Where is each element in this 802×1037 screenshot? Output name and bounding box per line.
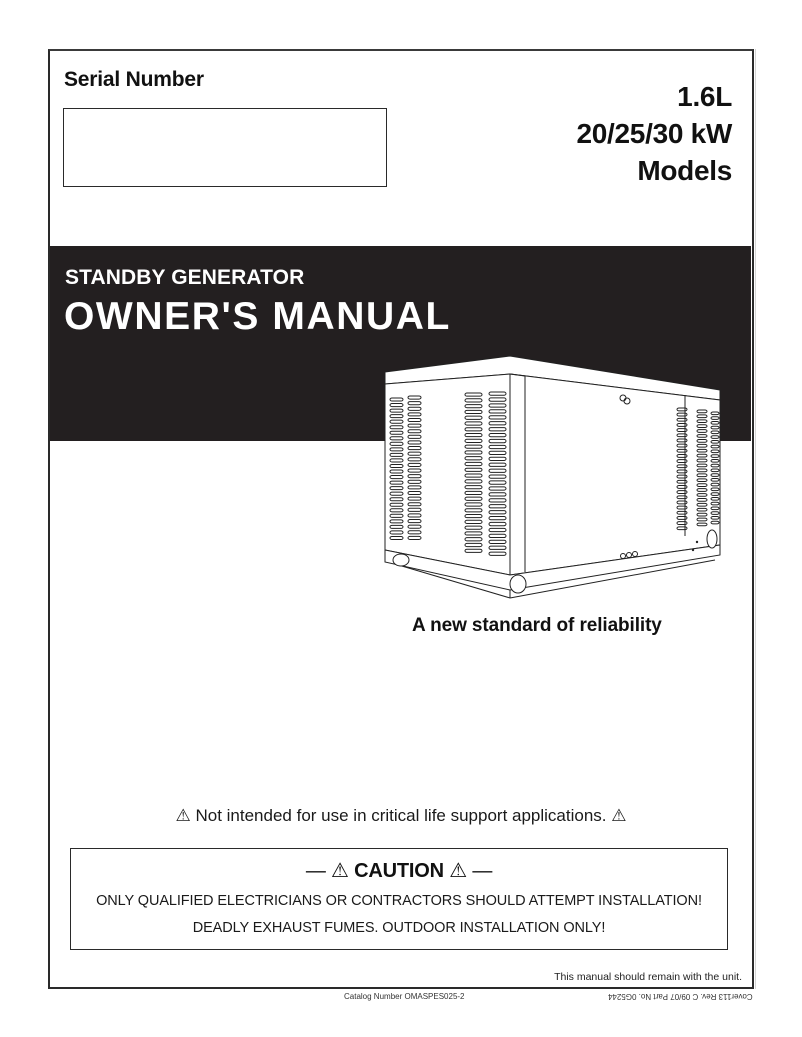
catalog-number: Catalog Number OMASPES025-2 <box>344 992 465 1001</box>
life-support-notice <box>0 806 802 826</box>
warning-triangle-icon: ⚠ <box>331 860 349 882</box>
warning-triangle-icon: ⚠ <box>449 860 467 882</box>
page-edge-shadow <box>755 49 756 989</box>
document-title: OWNER'S MANUAL <box>64 295 451 338</box>
caution-line-exhaust: DEADLY EXHAUST FUMES. OUTDOOR INSTALLATION ONLY! <box>192 920 606 936</box>
warning-triangle-icon: ⚠ <box>611 806 627 825</box>
caution-heading <box>71 858 727 883</box>
document-subtitle: STANDBY GENERATOR <box>65 266 305 289</box>
kw-ratings: 20/25/30 kW <box>576 118 732 149</box>
notice-text: Not intended for use in critical life support applications. <box>195 806 607 825</box>
caution-box <box>70 848 728 950</box>
caution-label: CAUTION <box>354 860 444 882</box>
serial-number-label: Serial Number <box>64 68 204 91</box>
model-heading <box>577 78 732 189</box>
generator-illustration <box>375 350 725 605</box>
caution-line-installation: ONLY QUALIFIED ELECTRICIANS OR CONTRACTORS SHOULD ATTEMPT INSTALLATION! <box>96 893 702 909</box>
engine-size: 1.6L <box>677 81 732 112</box>
tagline: A new standard of reliability <box>412 615 662 636</box>
dash: — <box>305 860 326 882</box>
models-label: Models <box>637 155 732 186</box>
remain-with-unit-note: This manual should remain with the unit. <box>554 971 742 983</box>
dash: — <box>472 860 493 882</box>
part-number-flipped: Cover113 Rev. C 09/07 Part No. 0G5244 <box>608 992 753 1001</box>
warning-triangle-icon: ⚠ <box>175 806 191 825</box>
serial-number-box <box>63 108 387 187</box>
